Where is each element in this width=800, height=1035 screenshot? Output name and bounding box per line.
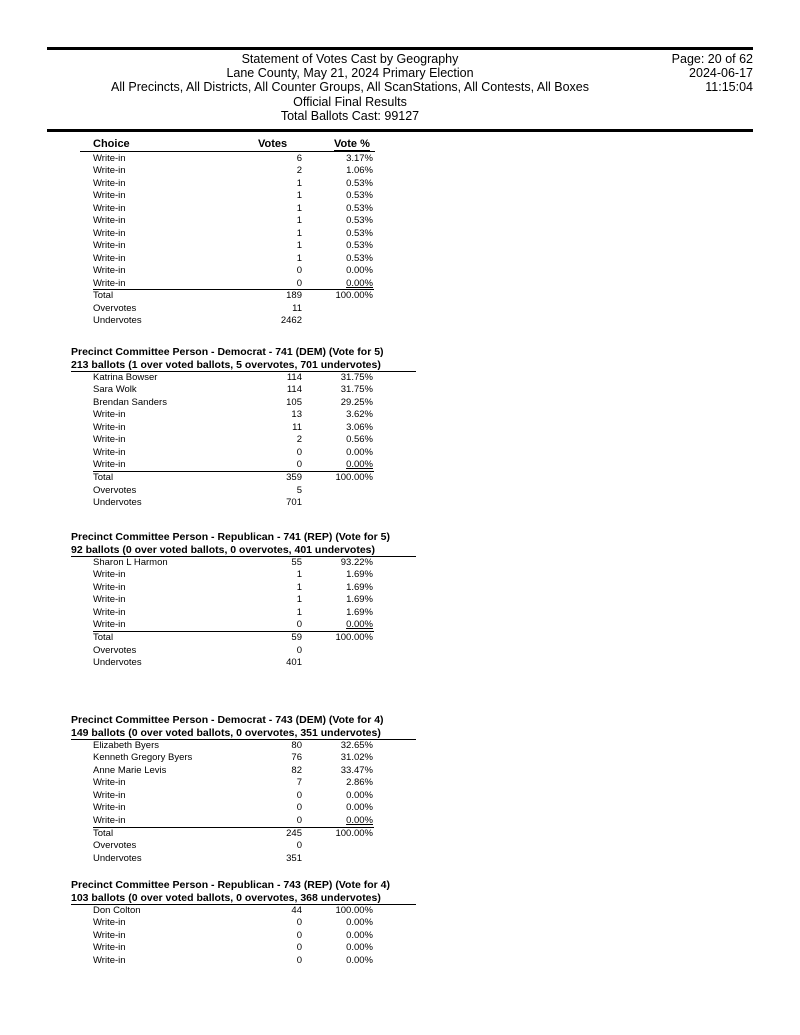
choice-cell: Write-in [93,215,126,227]
report-scope: All Precincts, All Districts, All Counter Groups, All ScanStations, All Contests, All Boxes [111,80,589,95]
votes-cell: 0 [296,644,302,656]
choice-row [0,153,400,165]
election-name: Lane County, May 21, 2024 Primary Election [226,66,474,81]
votes-cell: 2 [296,165,302,177]
choice-row [0,905,400,917]
votes-cell: 59 [291,632,302,644]
choice-cell: Write-in [93,252,126,264]
votes-cell: 0 [296,929,302,941]
contest-ballot-summary: 149 ballots (0 over voted ballots, 0 overvotes, 351 undervotes) [71,726,381,739]
choice-cell: Write-in [93,777,126,789]
pct-cell: 31.75% [340,372,373,383]
choice-cell: Undervotes [93,657,142,669]
votes-cell: 359 [286,472,302,484]
votes-cell: 11 [292,302,302,314]
votes-cell: 5 [296,484,302,496]
pct-cell: 0.00% [346,814,373,826]
choice-row [0,384,400,396]
votes-cell: 0 [296,814,302,826]
choice-cell: Write-in [93,446,126,458]
choice-cell: Write-in [93,917,126,929]
total-row [0,290,400,302]
pct-cell: 0.53% [346,190,373,202]
total-ballots-cast: Total Ballots Cast: 99127 [280,108,420,123]
page-number: Page: 20 of 62 [671,52,753,66]
choice-row [0,265,400,277]
pct-cell: 1.69% [346,581,373,593]
contest-title: Precinct Committee Person - Republican - 741 (REP) (Vote for 5) [71,531,390,543]
votes-cell: 0 [296,954,302,966]
pct-cell: 100.00% [335,290,373,302]
choice-row [0,178,400,190]
report-time: 11:15:04 [705,80,753,95]
votes-cell: 1 [296,240,302,252]
report-date: 2024-06-17 [689,66,753,81]
overvotes-row [0,303,400,315]
choice-cell: Total [93,827,114,839]
votes-cell: 1 [296,202,302,214]
pct-cell: 2.86% [346,777,373,789]
results-status: Official Final Results [293,94,407,109]
votes-cell: 701 [286,497,302,508]
choice-cell: Write-in [93,942,126,954]
choice-row [0,942,400,954]
pct-cell: 0.00% [346,619,373,631]
pct-cell: 0.00% [346,446,373,458]
choice-row [0,372,400,384]
choice-cell: Kenneth Gregory Byers [93,752,193,764]
choice-row [0,955,400,967]
votes-cell: 1 [296,252,302,264]
choice-row [0,752,400,764]
pct-cell: 0.53% [346,202,373,214]
pct-cell: 0.53% [346,215,373,227]
choice-cell: Write-in [93,165,126,177]
votes-cell: 0 [296,265,302,277]
column-choice: Choice [93,138,130,150]
choice-cell: Write-in [93,606,126,618]
pct-cell: 3.06% [346,421,373,433]
pct-cell: 0.53% [346,227,373,239]
contest-ballot-summary: 103 ballots (0 over voted ballots, 0 overvotes, 368 undervotes) [71,891,381,904]
pct-cell: 0.00% [346,929,373,941]
choice-row [0,422,400,434]
choice-cell: Write-in [93,569,126,581]
choice-cell: Don Colton [93,905,141,916]
column-vote-pct: Vote % [334,138,370,150]
votes-cell: 2 [296,434,302,446]
votes-cell: 1 [296,594,302,606]
votes-cell: 44 [291,905,302,916]
votes-cell: 0 [296,619,302,631]
choice-row [0,740,400,752]
votes-cell: 245 [286,827,302,839]
pct-cell: 31.02% [340,752,373,764]
choice-row [0,240,400,252]
report-title: Statement of Votes Cast by Geography [241,52,459,66]
choice-row [0,278,400,290]
choice-cell: Write-in [93,277,126,289]
choice-cell: Overvotes [93,644,137,656]
choice-row [0,777,400,789]
choice-cell: Write-in [93,421,126,433]
pct-cell: 31.75% [340,384,373,396]
choice-cell: Anne Marie Levis [93,764,167,776]
choice-cell: Write-in [93,619,126,631]
pct-cell: 0.00% [346,277,373,289]
pct-cell: 0.56% [346,434,373,446]
overvotes-row [0,645,400,657]
pct-cell: 0.00% [346,942,373,954]
total-row [0,472,400,484]
choice-cell: Undervotes [93,497,142,508]
undervotes-row [0,657,400,669]
pct-cell: 0.00% [346,459,373,471]
choice-cell: Write-in [93,190,126,202]
votes-cell: 1 [296,215,302,227]
choice-row [0,619,400,631]
votes-cell: 7 [296,777,302,789]
overvotes-row [0,485,400,497]
choice-cell: Undervotes [93,852,142,864]
pct-cell: 3.62% [346,409,373,421]
votes-cell: 55 [291,557,302,568]
column-header-rule [80,151,375,152]
votes-cell: 13 [291,409,302,421]
votes-cell: 1 [296,177,302,189]
contest-ballot-summary: 92 ballots (0 over voted ballots, 0 overvotes, 401 undervotes) [71,543,376,556]
contest-title: Precinct Committee Person - Democrat - 743 (DEM) (Vote for 4) [71,714,384,726]
votes-cell: 1 [296,227,302,239]
choice-cell: Katrina Bowser [93,372,158,383]
pct-cell: 0.00% [346,802,373,814]
votes-cell: 114 [286,372,302,383]
votes-cell: 0 [296,802,302,814]
pct-cell: 100.00% [335,632,373,644]
pct-cell: 0.00% [346,917,373,929]
votes-cell: 0 [296,917,302,929]
choice-row [0,215,400,227]
header-bottom-rule [47,129,753,132]
choice-cell: Sharon L Harmon [93,557,168,568]
pct-cell: 0.00% [346,789,373,801]
total-row [0,632,400,644]
choice-cell: Write-in [93,802,126,814]
votes-cell: 0 [296,446,302,458]
choice-row [0,165,400,177]
votes-cell: 80 [291,740,302,751]
choice-cell: Brendan Sanders [93,396,167,408]
choice-cell: Write-in [93,954,126,966]
choice-row [0,569,400,581]
pct-cell: 0.00% [346,954,373,966]
votes-cell: 2462 [280,315,302,327]
choice-cell: Write-in [93,409,126,421]
pct-cell: 0.53% [346,177,373,189]
votes-cell: 401 [286,657,302,669]
choice-cell: Total [93,472,114,484]
choice-row [0,447,400,459]
report-meta [672,52,753,95]
votes-cell: 82 [291,764,302,776]
choice-cell: Write-in [93,227,126,239]
choice-cell: Write-in [93,265,126,277]
choice-cell: Write-in [93,153,126,164]
votes-cell: 114 [286,384,302,396]
votes-cell: 189 [286,290,302,302]
choice-row [0,253,400,265]
choice-row [0,790,400,802]
header-top-rule [47,47,753,50]
choice-row [0,397,400,409]
votes-cell: 1 [296,569,302,581]
choice-row [0,557,400,569]
pct-cell: 1.06% [346,165,373,177]
pct-cell: 1.69% [346,594,373,606]
pct-cell: 0.53% [346,252,373,264]
choice-cell: Overvotes [93,840,137,852]
votes-cell: 1 [296,190,302,202]
votes-cell: 0 [296,459,302,471]
choice-cell: Write-in [93,581,126,593]
pct-cell: 100.00% [335,905,373,916]
choice-cell: Write-in [93,434,126,446]
choice-row [0,190,400,202]
choice-row [0,802,400,814]
choice-row [0,607,400,619]
votes-cell: 1 [296,581,302,593]
choice-row [0,459,400,471]
votes-cell: 0 [296,277,302,289]
choice-row [0,228,400,240]
choice-cell: Overvotes [93,484,137,496]
choice-cell: Write-in [93,202,126,214]
choice-cell: Undervotes [93,315,142,327]
choice-cell: Total [93,632,114,644]
choice-row [0,594,400,606]
pct-cell: 1.69% [346,569,373,581]
votes-cell: 0 [296,840,302,852]
votes-cell: 0 [296,942,302,954]
choice-row [0,409,400,421]
choice-cell: Write-in [93,240,126,252]
pct-cell: 1.69% [346,606,373,618]
choice-row [0,765,400,777]
choice-row [0,815,400,827]
choice-cell: Sara Wolk [93,384,137,396]
votes-cell: 6 [296,153,302,164]
choice-cell: Overvotes [93,302,137,314]
pct-cell: 0.53% [346,240,373,252]
choice-row [0,203,400,215]
choice-cell: Write-in [93,789,126,801]
contest-title: Precinct Committee Person - Democrat - 741 (DEM) (Vote for 5) [71,346,384,358]
overvotes-row [0,840,400,852]
pct-cell: 100.00% [335,472,373,484]
column-votes: Votes [258,138,288,150]
votes-cell: 105 [286,396,302,408]
choice-cell: Write-in [93,594,126,606]
undervotes-row [0,315,400,327]
undervotes-row [0,853,400,865]
choice-row [0,930,400,942]
undervotes-row [0,497,400,509]
choice-row [0,582,400,594]
report-header [60,52,640,123]
votes-cell: 76 [291,752,302,764]
choice-row [0,434,400,446]
pct-cell: 0.00% [346,265,373,277]
pct-cell: 32.65% [340,740,373,751]
pct-cell: 33.47% [340,764,373,776]
pct-cell: 93.22% [340,557,373,568]
contest-ballot-summary: 213 ballots (1 over voted ballots, 5 overvotes, 701 undervotes) [71,358,381,371]
votes-cell: 11 [292,421,302,433]
votes-cell: 1 [296,606,302,618]
choice-cell: Write-in [93,814,126,826]
votes-cell: 351 [286,852,302,864]
pct-cell: 3.17% [346,153,373,164]
choice-cell: Write-in [93,929,126,941]
pct-cell: 29.25% [340,396,373,408]
contest-title: Precinct Committee Person - Republican - 743 (REP) (Vote for 4) [71,879,390,891]
pct-cell: 100.00% [335,827,373,839]
votes-cell: 0 [296,789,302,801]
total-row [0,828,400,840]
choice-cell: Write-in [93,459,126,471]
choice-cell: Elizabeth Byers [93,740,160,751]
choice-row [0,917,400,929]
choice-cell: Write-in [93,177,126,189]
choice-cell: Total [93,290,114,302]
